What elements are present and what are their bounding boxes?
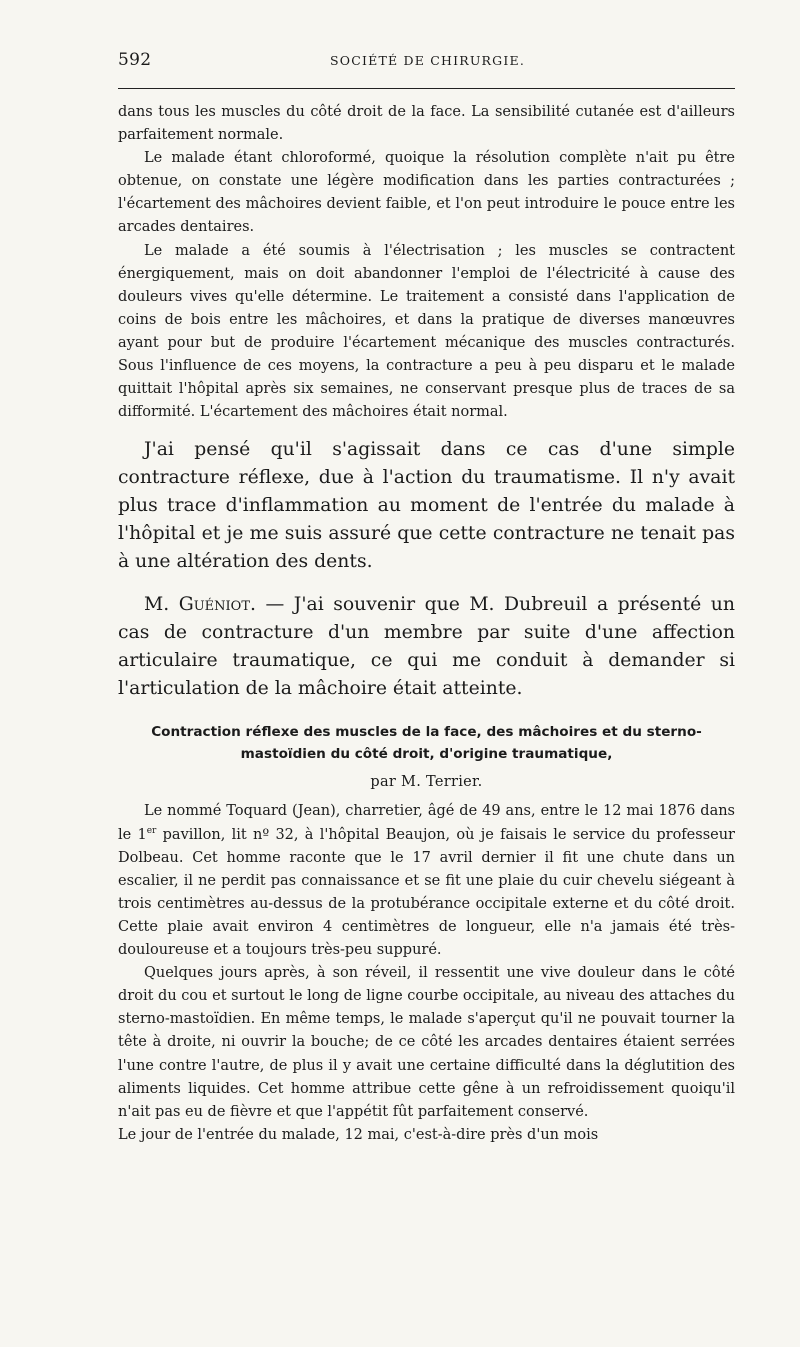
byline: par M. Terrier.	[370, 774, 483, 791]
paragraph	[118, 591, 735, 702]
article-title	[118, 722, 735, 765]
paragraph	[118, 800, 735, 962]
paragraph: dans tous les muscles du côté droit de la face. La sensibilité cutanée est d'ailleurs parfaitement normale.	[118, 104, 735, 144]
running-title: SOCIÉTÉ DE CHIRURGIE.	[330, 53, 525, 68]
superscript: er	[146, 825, 157, 836]
paragraph: Le malade étant chloroformé, quoique la résolution complète n'ait pu être obtenue, on constate une légère modification dans les parties contracturées ; l'écartement des mâchoires devient faible, et l'on peut introduire le pouce entre les arcades dentaires.	[118, 150, 735, 236]
running-head	[118, 50, 735, 89]
page-number: 592	[118, 50, 152, 70]
body-section-2	[118, 436, 735, 702]
text-run: pavillon, lit nº 32, à l'hôpital Beaujon, où je faisais le service du professeur Dolbeau. Cet homme raconte que le 17 avril dernier il fit une chute dans un escalier, il ne perdit pas connaissance et se fit une plaie du cuir chevelu siégeant à trois centimètres au-dessus de la protubérance occipitale externe et du côté droit. Cette plaie avait environ 4 centimètres de longueur, elle n'a jamais été très-douloureuse et a toujours très-peu suppuré.	[118, 826, 735, 959]
paragraph: Quelques jours après, à son réveil, il ressentit une vive douleur dans le côté droit du cou et surtout le long de ligne courbe occipitale, au niveau des attaches du sterno-mastoïdien. En même temps, le malade s'aperçut qu'il ne pouvait tourner la tête à droite, ni ouvrir la bouche; de ce côté les arcades dentaires étaient serrées l'une contre l'autre, de plus il y avait une certaine difficulté dans la déglutition des aliments liquides. Cet homme attribue cette gêne à un refroidissement quoiqu'il n'ait pas eu de fièvre et que l'appétit fût parfaitement conservé.	[118, 965, 735, 1120]
body-section-1	[118, 101, 735, 424]
article-title-line: Contraction réflexe des muscles de la face, des mâchoires et du sterno-	[151, 724, 702, 741]
paragraph: Le malade a été soumis à l'électrisation ; les muscles se contractent énergiquement, mais on doit abandonner l'emploi de l'électricité à cause des douleurs vives qu'elle détermine. Le traitement a consisté dans l'application de coins de bois entre les mâchoires, et dans la pratique de diverses manœuvres ayant pour but de produire l'écartement mécanique des muscles contracturés. Sous l'influence de ces moyens, la contracture a peu à peu disparu et le malade quittait l'hôpital après six semaines, ne conservant presque plus de traces de sa difformité. L'écartement des mâchoires était normal.	[118, 242, 735, 421]
paragraph: J'ai pensé qu'il s'agissait dans ce cas d'une simple contracture réflexe, due à l'action du traumatisme. Il n'y avait plus trace d'inflammation au moment de l'entrée du malade à l'hôpital et je me suis assuré que cette contracture ne tenait pas à une altération des dents.	[118, 439, 735, 572]
page	[118, 50, 735, 1147]
body-section-3	[118, 800, 735, 1146]
article-title-line: mastoïdien du côté droit, d'origine traumatique,	[240, 745, 613, 762]
text-run: Le nommé Toquard (Jean), charretier, âgé de 49 ans, entre le 12 mai 1876 dans le 1	[118, 803, 735, 843]
paragraph: Le jour de l'entrée du malade, 12 mai, c'est-à-dire près d'un mois	[118, 1126, 599, 1143]
speaker-name: M. Guéniot.	[144, 594, 256, 616]
speaker-text: — J'ai souvenir que M. Dubreuil a présenté un cas de contracture d'un membre par suite d'une affection articulaire traumatique, ce qui me conduit à demander si l'articulation de la mâchoire était atteinte.	[118, 594, 735, 699]
